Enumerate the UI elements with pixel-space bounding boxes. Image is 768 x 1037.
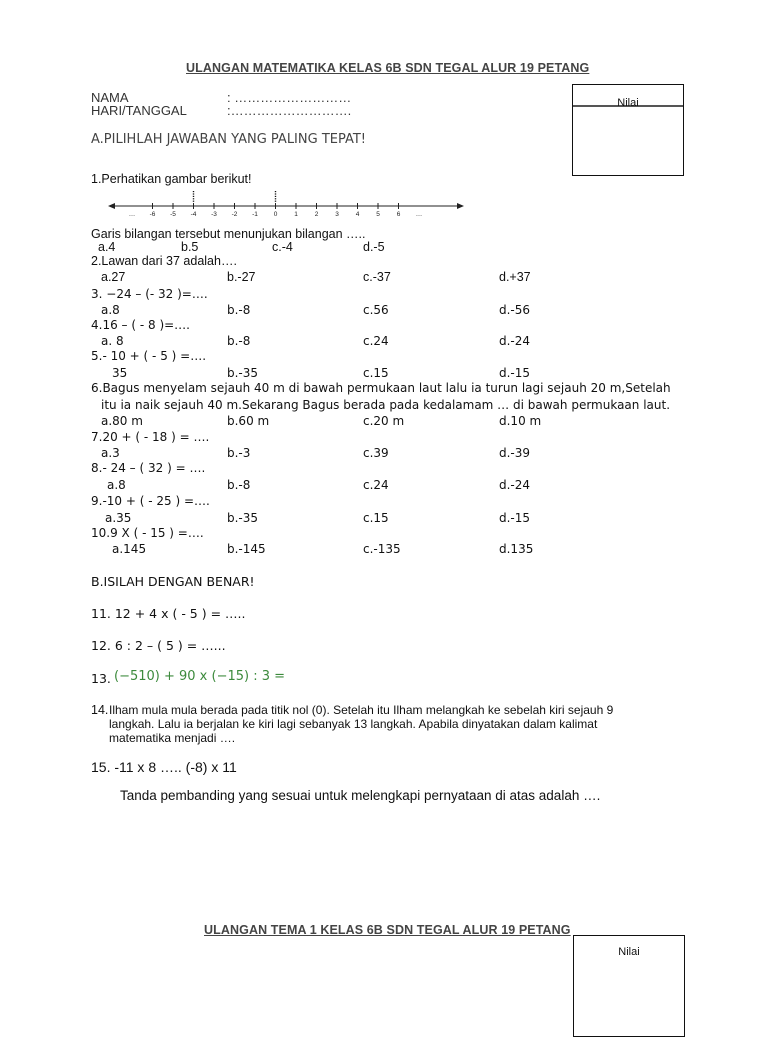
section-b-heading: B.ISILAH DENGAN BENAR! (91, 574, 255, 589)
section-a-heading: A.PILIHLAH JAWABAN YANG PALING TEPAT! (91, 132, 367, 147)
question-8: 8.- 24 – ( 32 ) = …. (91, 461, 206, 475)
q1-option-b[interactable]: b.5 (181, 240, 199, 254)
q10-option-d[interactable]: d.135 (499, 542, 534, 556)
question-13-expression: (−510) + 90 x (−15) : 3 = (114, 669, 286, 684)
number-line-tick-label: -1 (252, 211, 258, 218)
question-5: 5.- 10 + ( - 5 ) =…. (91, 349, 207, 363)
q7-option-b[interactable]: b.-3 (227, 446, 251, 460)
question-6-line2: itu ia naik sejauh 40 m.Sekarang Bagus berada pada kedalamam … di bawah permukaan laut. (101, 398, 671, 412)
q7-option-d[interactable]: d.-39 (499, 446, 531, 460)
q4-option-a[interactable]: a. 8 (101, 334, 124, 348)
number-line-tick-label: 5 (376, 211, 380, 218)
q2-option-b[interactable]: b.-27 (227, 270, 256, 284)
q1-option-a[interactable]: a.4 (98, 240, 116, 254)
number-line-figure (108, 188, 470, 228)
number-line-tick-label: 4 (355, 211, 360, 218)
number-line-tick-label: 1 (294, 211, 298, 218)
q6-option-a[interactable]: a.80 m (101, 414, 143, 428)
q3-option-a[interactable]: a.8 (101, 303, 120, 317)
q5-option-d[interactable]: d.-15 (499, 366, 531, 380)
score-box (572, 84, 684, 176)
question-7: 7.20 + ( - 18 ) = …. (91, 430, 210, 444)
q2-option-a[interactable]: a.27 (101, 270, 126, 284)
q8-option-c[interactable]: c.24 (363, 478, 389, 492)
right-arrow-icon (457, 203, 464, 209)
q10-option-a[interactable]: a.145 (112, 542, 147, 556)
question-13-number: 13. (91, 671, 111, 686)
q3-option-d[interactable]: d.-56 (499, 303, 531, 317)
q5-option-b[interactable]: b.-35 (227, 366, 259, 380)
number-line-tick-label: -3 (211, 211, 217, 218)
score-box-2 (573, 935, 685, 1037)
q4-option-c[interactable]: c.24 (363, 334, 389, 348)
number-line-tick-label: 3 (335, 211, 339, 218)
q9-option-d[interactable]: d.-15 (499, 511, 531, 525)
q1-option-d[interactable]: d.-5 (363, 240, 385, 254)
q6-option-c[interactable]: c.20 m (363, 414, 405, 428)
q7-option-c[interactable]: c.39 (363, 446, 389, 460)
page-title: ULANGAN MATEMATIKA KELAS 6B SDN TEGAL ALUR 19 PETANG (186, 61, 590, 75)
date-label: HARI/TANGGAL (91, 103, 187, 118)
question-2: 2.Lawan dari 37 adalah…. (91, 254, 237, 268)
left-arrow-icon (108, 203, 115, 209)
q9-option-c[interactable]: c.15 (363, 511, 389, 525)
number-line-tick-label: 2 (314, 211, 319, 218)
question-9: 9.-10 + ( - 25 ) =…. (91, 494, 210, 508)
q8-option-a[interactable]: a.8 (107, 478, 126, 492)
number-line-tick-label: -4 (190, 211, 197, 218)
number-line-tick-label: … (415, 211, 423, 218)
q6-option-b[interactable]: b.60 m (227, 414, 270, 428)
question-6: 6.Bagus menyelam sejauh 40 m di bawah permukaan laut lalu ia turun lagi sejauh 20 m,Setelah (91, 381, 671, 395)
q8-option-d[interactable]: d.-24 (499, 478, 531, 492)
score-box-label: Nilai (617, 97, 639, 109)
q10-option-c[interactable]: c.-135 (363, 542, 401, 556)
q7-option-a[interactable]: a.3 (101, 446, 120, 460)
score-box-2-label: Nilai (618, 946, 640, 958)
question-11: 11. 12 + 4 x ( - 5 ) = ….. (91, 606, 246, 621)
question-15-instruction: Tanda pembanding yang sesuai untuk melengkapi pernyataan di atas adalah …. (120, 788, 601, 803)
number-line (108, 188, 470, 228)
number-line-tick-label: -6 (149, 211, 156, 218)
question-4: 4.16 – ( - 8 )=…. (91, 318, 190, 332)
question-1-prompt: Garis bilangan tersebut menunjukan bilangan ….. (91, 227, 366, 241)
q4-option-b[interactable]: b.-8 (227, 334, 251, 348)
number-line-tick-label: … (128, 211, 136, 218)
number-line-tick-label: -2 (231, 211, 238, 218)
question-14-number: 14. (91, 703, 109, 717)
q5-option-c[interactable]: c.15 (363, 366, 389, 380)
q1-option-c[interactable]: c.-4 (272, 240, 293, 254)
q6-option-d[interactable]: d.10 m (499, 414, 542, 428)
q3-option-b[interactable]: b.-8 (227, 303, 251, 317)
q9-option-b[interactable]: b.-35 (227, 511, 259, 525)
question-12: 12. 6 : 2 – ( 5 ) = …... (91, 638, 226, 653)
q2-option-d[interactable]: d.+37 (499, 270, 531, 284)
q9-option-a[interactable]: a.35 (105, 511, 132, 525)
q2-option-c[interactable]: c.-37 (363, 270, 391, 284)
question-15: 15. -11 x 8 ….. (-8) x 11 (91, 759, 237, 775)
question-3: 3. −24 – (- 32 )=…. (91, 287, 208, 301)
number-line-tick-label: 6 (396, 211, 401, 218)
question-1: 1.Perhatikan gambar berikut! (91, 172, 252, 186)
question-14-line2: langkah. Lalu ia berjalan ke kiri lagi sebanyak 13 langkah. Apabila dinyatakan dalam kalimat (109, 717, 598, 731)
number-line-tick-label: 0 (273, 211, 278, 218)
name-field[interactable]: : ……………………… (227, 90, 352, 105)
question-14-line1: Ilham mula mula berada pada titik nol (0). Setelah itu Ilham melangkah ke sebelah kiri sejauh 9 (109, 703, 614, 717)
q4-option-d[interactable]: d.-24 (499, 334, 531, 348)
number-line-tick-label: -5 (170, 211, 176, 218)
question-14-line3: matematika menjadi …. (109, 731, 236, 745)
date-field[interactable]: :………………………. (227, 103, 352, 118)
q8-option-b[interactable]: b.-8 (227, 478, 251, 492)
question-10: 10.9 X ( - 15 ) =…. (91, 526, 204, 540)
q5-option-a[interactable]: 35 (112, 366, 128, 380)
page-title-2: ULANGAN TEMA 1 KELAS 6B SDN TEGAL ALUR 19 PETANG (204, 923, 571, 937)
name-label: NAMA (91, 90, 129, 105)
q3-option-c[interactable]: c.56 (363, 303, 389, 317)
q10-option-b[interactable]: b.-145 (227, 542, 266, 556)
